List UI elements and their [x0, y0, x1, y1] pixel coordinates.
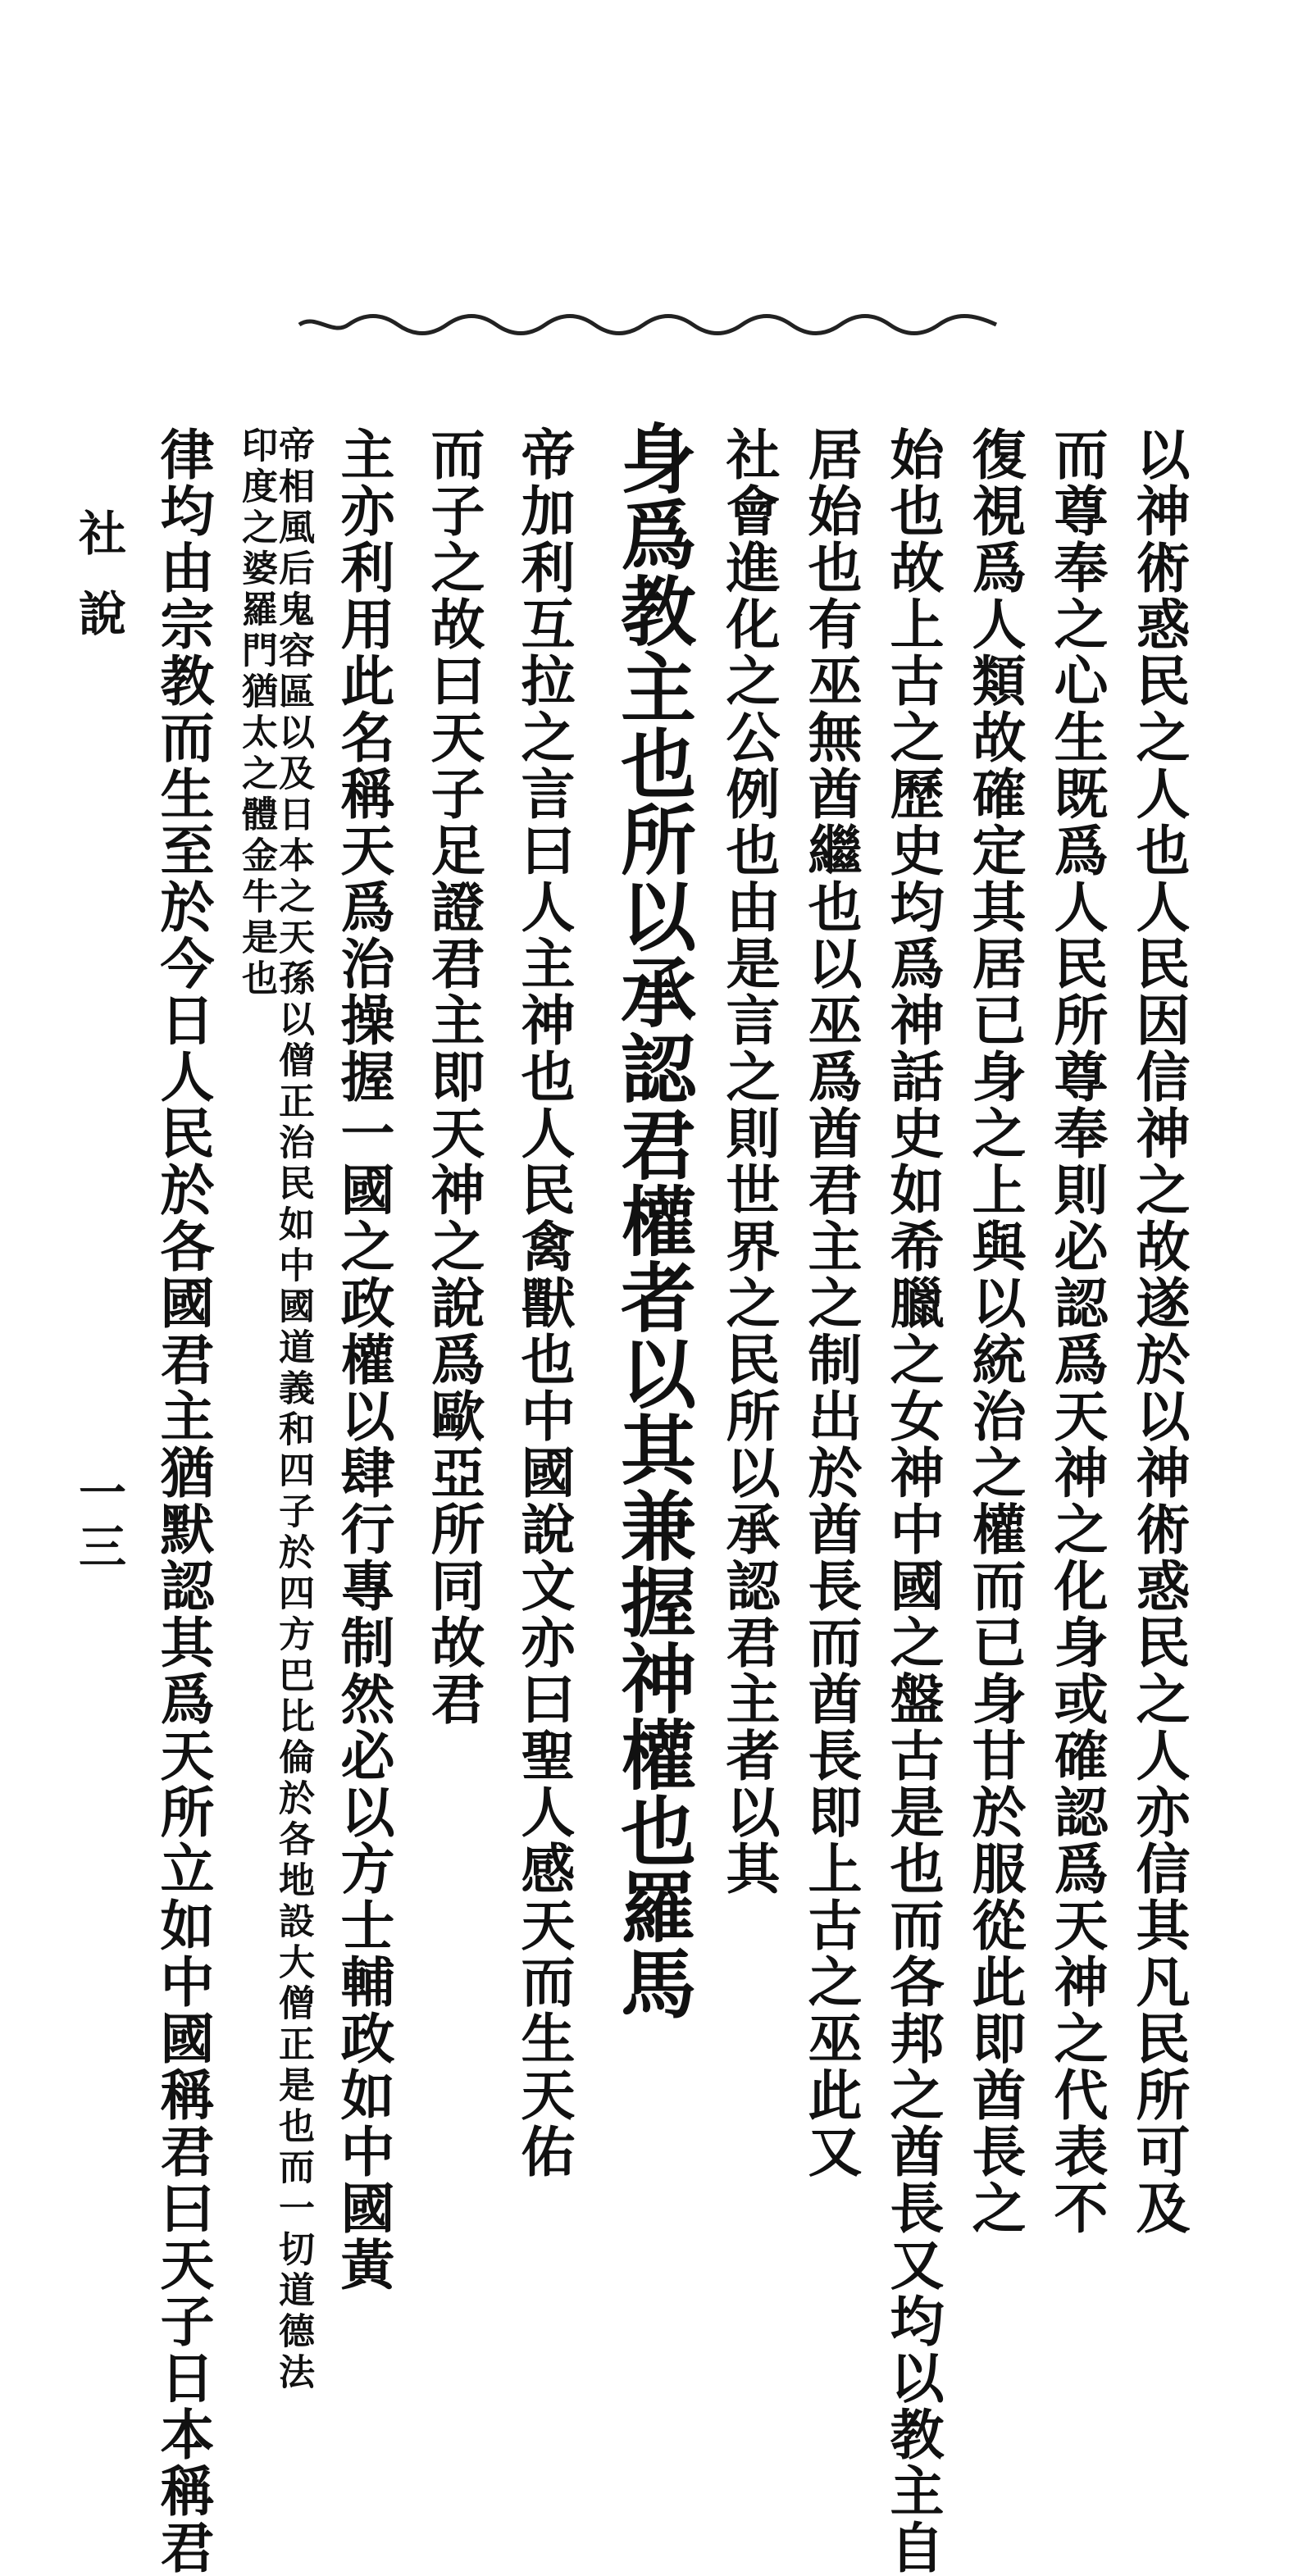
text-column-11-note: 帝相風后鬼容區以及日本之天孫以僧正治民如中國道義和四子於四方巴比倫於各地設大僧正是也而一切道德法 [272, 426, 314, 2394]
text-column-9: 而子之故曰天子足證君主即天神之說爲歐亞所同故君 [421, 426, 485, 1727]
text-column-13: 律均由宗教而生至於今日人民於各國君主猶默認其爲天所立如中國稱君曰天子日本稱君 [151, 426, 215, 2576]
text-column-10: 主亦利用此名稱天爲治操握一國之政權以肆行專制然必以方士輔政如中國黃 [331, 426, 395, 2293]
text-column-3: 復視爲人類故確定其居已身之上與以統治之權而已身甘於服從此即酋長之 [963, 426, 1027, 2237]
text-column-12-note: 印度之婆羅門猶太之體金牛是也 [235, 426, 277, 1000]
text-column-7-emphasis: 身爲教主也所以承認君權者以其兼握神權也羅馬 [608, 420, 697, 2021]
page-number: 一三 [71, 1468, 126, 1576]
text-column-4: 始也故上古之歷史均爲神話史如希臘之女神中國之盤古是也而各邦之酋長又均以教主自 [881, 426, 945, 2576]
text-column-2: 而尊奉之心生既爲人民所尊奉則必認爲天神之化身或確認爲天神之代表不 [1045, 426, 1109, 2237]
running-head-title: 社說 [71, 508, 126, 669]
text-column-5: 居始也有巫無酋繼也以巫爲酋君主之制出於酋長而酋長即上古之巫此又 [799, 426, 863, 2180]
text-column-6: 社會進化之公例也由是言之則世界之民所以承認君主者以其 [717, 426, 781, 1897]
decorative-wave-rule [299, 310, 996, 339]
text-column-1: 以神術惑民之人也人民因信神之故遂於以神術惑民之人亦信其凡民所可及 [1127, 426, 1191, 2237]
text-column-8: 帝加利互拉之言曰人主神也人民禽獸也中國說文亦曰聖人感天而生天佑 [512, 426, 576, 2180]
